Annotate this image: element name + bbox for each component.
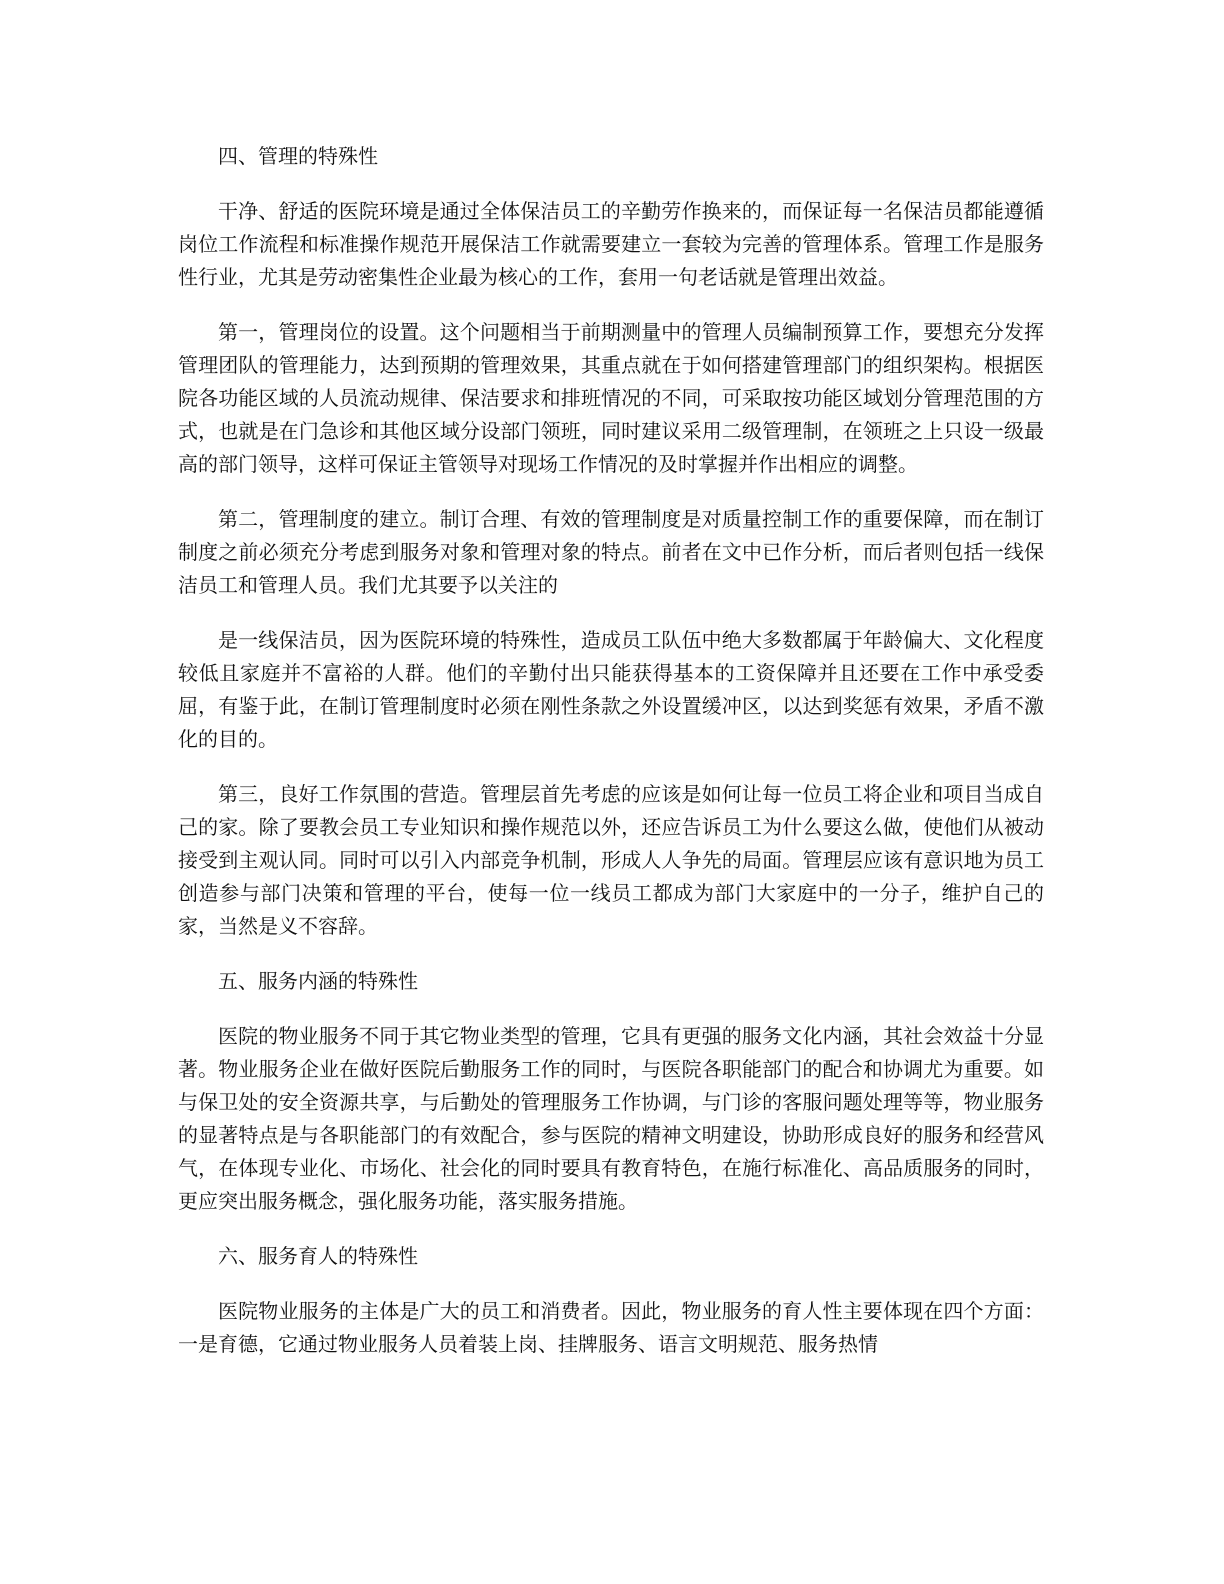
paragraph-hospital-property-service: 医院的物业服务不同于其它物业类型的管理，它具有更强的服务文化内涵，其社会效益十分显著。物业服务企业在做好医院后勤服务工作的同时，与医院各职能部门的配合和协调尤为重要。如与保卫处的安全资源共享，与后勤处的管理服务工作协调，与门诊的客服问题处理等等，物业服务的显著特点是与各职能部门的有效配合，参与医院的精神文明建设，协助形成良好的服务和经营风气，在体现专业化、市场化、社会化的同时要具有教育特色，在施行标准化、高品质服务的同时，更应突出服务概念，强化服务功能，落实服务措施。	[178, 1024, 1044, 1213]
paragraph-frontline-cleaners: 是一线保洁员，因为医院环境的特殊性，造成员工队伍中绝大多数都属于年龄偏大、文化程度较低且家庭并不富裕的人群。他们的辛勤付出只能获得基本的工资保障并且还要在工作中承受委屈，有鉴于此，在制订管理制度时必须在刚性条款之外设置缓冲区，以达到奖惩有效果，矛盾不激化的目的。	[178, 628, 1044, 751]
section-heading-service-education: 六、服务育人的特殊性	[218, 1244, 418, 1268]
document-page	[178, 140, 1044, 1383]
paragraph-management-system: 第二，管理制度的建立。制订合理、有效的管理制度是对质量控制工作的重要保障，而在制订制度之前必须充分考虑到服务对象和管理对象的特点。前者在文中已作分析，而后者则包括一线保洁员工和管理人员。我们尤其要予以关注的	[178, 507, 1044, 597]
paragraph-clean-environment: 干净、舒适的医院环境是通过全体保洁员工的辛勤劳作换来的，而保证每一名保洁员都能遵循岗位工作流程和标准操作规范开展保洁工作就需要建立一套较为完善的管理体系。管理工作是服务性行业，尤其是劳动密集性企业最为核心的工作，套用一句老话就是管理出效益。	[178, 199, 1044, 289]
section-heading-service-connotation: 五、服务内涵的特殊性	[218, 969, 418, 993]
section-heading-management: 四、管理的特殊性	[218, 144, 378, 168]
paragraph-work-atmosphere: 第三，良好工作氛围的营造。管理层首先考虑的应该是如何让每一位员工将企业和项目当成自己的家。除了要教会员工专业知识和操作规范以外，还应告诉员工为什么要这么做，使他们从被动接受到主观认同。同时可以引入内部竞争机制，形成人人争先的局面。管理层应该有意识地为员工创造参与部门决策和管理的平台，使每一位一线员工都成为部门大家庭中的一分子，维护自己的家，当然是义不容辞。	[178, 782, 1044, 938]
paragraph-service-subject: 医院物业服务的主体是广大的员工和消费者。因此，物业服务的育人性主要体现在四个方面：一是育德，它通过物业服务人员着装上岗、挂牌服务、语言文明规范、服务热情	[178, 1299, 1044, 1356]
paragraph-management-positions: 第一，管理岗位的设置。这个问题相当于前期测量中的管理人员编制预算工作，要想充分发挥管理团队的管理能力，达到预期的管理效果，其重点就在于如何搭建管理部门的组织架构。根据医院各功能区域的人员流动规律、保洁要求和排班情况的不同，可采取按功能区域划分管理范围的方式，也就是在门急诊和其他区域分设部门领班，同时建议采用二级管理制，在领班之上只设一级最高的部门领导，这样可保证主管领导对现场工作情况的及时掌握并作出相应的调整。	[178, 320, 1044, 476]
